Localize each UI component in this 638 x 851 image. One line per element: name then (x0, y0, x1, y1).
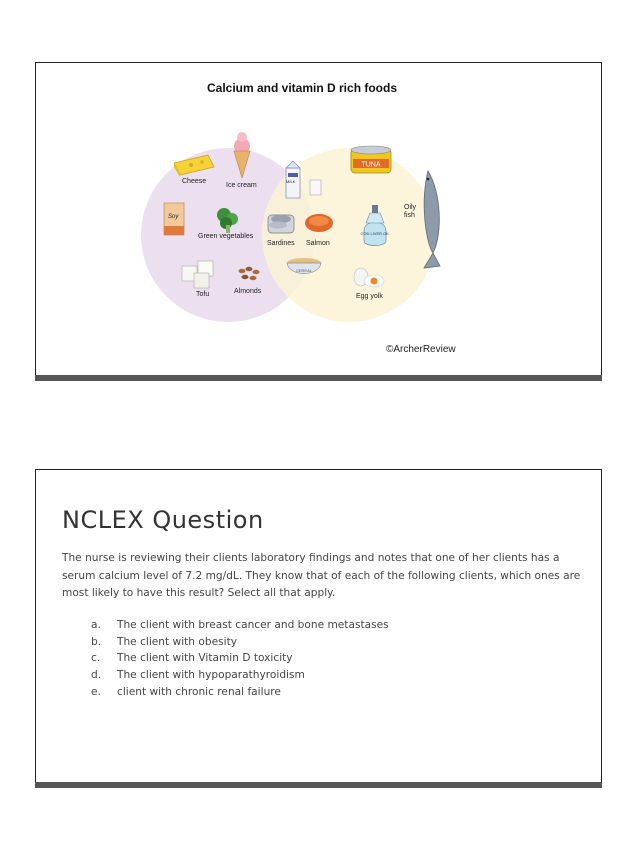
green-vegetables-label: Green vegetables (198, 233, 254, 240)
copyright: ©ArcherReview (386, 344, 456, 355)
ice-cream-label: Ice cream (226, 182, 257, 189)
answer-option[interactable] (91, 650, 389, 667)
venn-diagram (36, 63, 601, 375)
slide-bottom-bar (35, 782, 602, 788)
oily-fish-label: Oily fish (404, 204, 417, 219)
egg-yolk-label: Egg yolk (356, 293, 383, 300)
soy-label: Soy (168, 214, 179, 220)
sardines-icon (268, 215, 294, 233)
cod-liver-oil-label: COD LIVER OIL (360, 231, 390, 236)
slide-question (35, 469, 602, 788)
question-title: NCLEX Question (62, 506, 264, 534)
venn-title: Calcium and vitamin D rich foods (206, 81, 398, 95)
salmon-icon (305, 214, 333, 232)
answer-option[interactable] (91, 634, 389, 651)
tofu-label: Tofu (196, 291, 210, 298)
tuna-can-icon (351, 146, 391, 173)
answer-option[interactable] (91, 667, 389, 684)
option-text: The client with breast cancer and bone metastases (117, 619, 389, 631)
option-letter: b. (91, 635, 102, 648)
almonds-label: Almonds (234, 288, 262, 295)
question-body: The nurse is reviewing their clients laboratory findings and notes that one of her clients has a serum calcium level of 7.2 mg/dL. They know that of each of the following clients, which ones are most likely to have this result? Select all that apply. (62, 552, 581, 599)
sardines-label: Sardines (267, 240, 295, 247)
answer-option[interactable] (91, 684, 389, 701)
option-letter: d. (91, 669, 102, 682)
answer-options (91, 617, 389, 701)
option-letter: e. (91, 685, 101, 698)
slide-venn (35, 62, 602, 381)
option-text: client with chronic renal failure (117, 685, 281, 698)
salmon-label: Salmon (306, 240, 330, 247)
option-text: The client with obesity (117, 635, 237, 648)
option-letter: c. (91, 652, 101, 665)
option-text: The client with hypoparathyroidism (117, 669, 305, 682)
cereal-label: CEREAL (295, 268, 313, 273)
option-letter: a. (91, 619, 101, 631)
cheese-label: Cheese (182, 178, 207, 185)
answer-option[interactable] (91, 617, 389, 634)
slide-bottom-bar (35, 375, 602, 381)
tuna-label: TUNA (361, 161, 381, 169)
milk-label: MILK (286, 179, 296, 184)
option-text: The client with Vitamin D toxicity (117, 652, 293, 665)
